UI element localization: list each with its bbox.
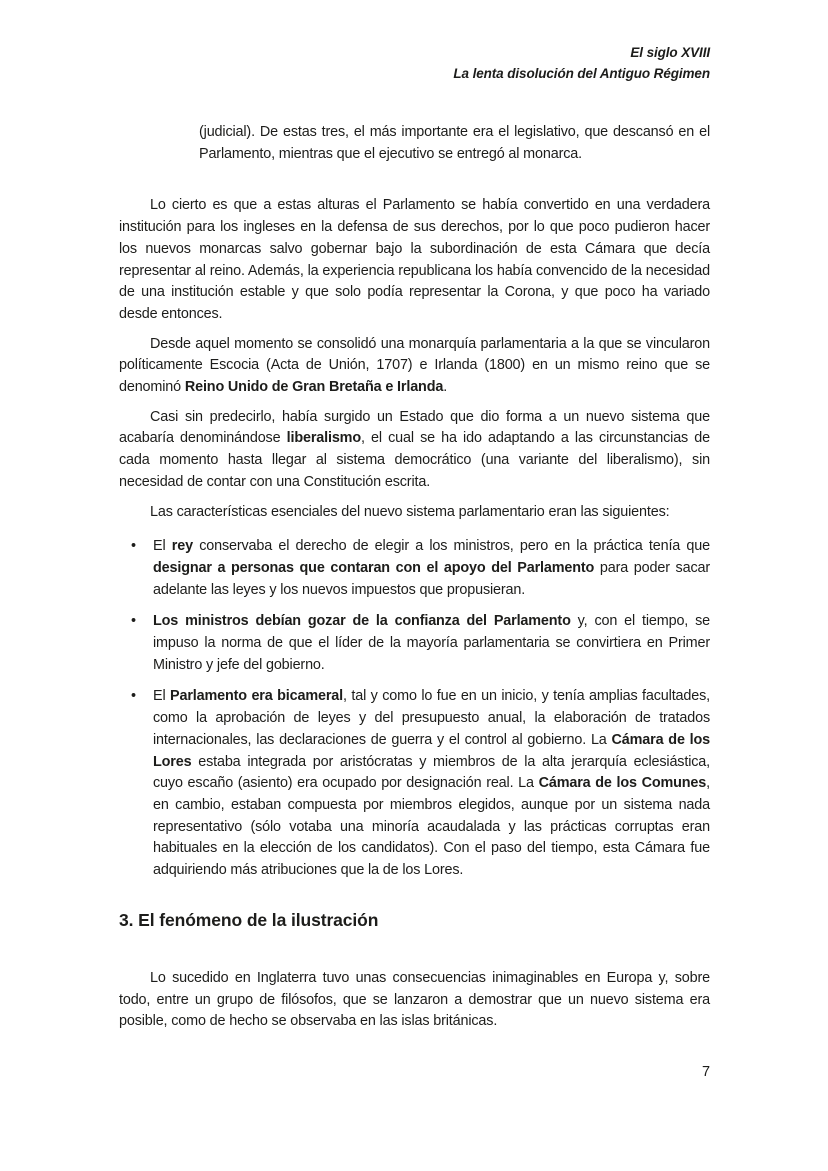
paragraph-lo-cierto: Lo cierto es que a estas alturas el Parlamento se había convertido en una verdadera institución para los ingleses en la defensa de sus derechos, por lo que poco pudieron hacer los nuevos monarcas salvo gobernar bajo la subordinación de esta Cámara que decía representar al reino. Además, la experiencia republicana los había convencido de la necesidad de una institución estable y que solo podía representar la Corona, y que poco ha variado desde entonces.: [119, 197, 710, 322]
bullet-item-ministros: [119, 611, 710, 676]
bullet-item-parlamento-bicameral: [119, 686, 710, 881]
bullet-item-text: El Parlamento era bicameral, tal y como lo fue en un inicio, y tenía amplias facultades, como la aprobación de leyes y del presupuesto anual, la elaboración de tratados internacionales, las declaraciones de guerra y el control al gobierno. La Cámara de los Lores estaba integrada por aristócratas y miembros de la alta jerarquía eclesiástica, cuyo escaño (asiento) era ocupado por designación real. La Cámara de los Comunes, en cambio, estaban compuesta por miembros elegidos, aunque por un sistema nada representativo (sólo votaba una minoría acaudalada y las prácticas corruptas eran habituales en la elección de los candidatos). Con el paso del tiempo, esta Cámara fue adquiriendo más atribuciones que la de los Lores.: [153, 688, 711, 879]
bullet-icon: •: [131, 538, 136, 555]
bullet-icon: •: [131, 688, 136, 705]
paragraph-closing: Lo sucedido en Inglaterra tuvo unas consecuencias inimaginables en Europa y, sobre todo, entre un grupo de filósofos, que se lanzaron a demostrar que un nuevo sistema era posible, como de hecho se observaba en las islas británicas.: [119, 969, 710, 1030]
page-number: 7: [702, 1064, 710, 1080]
bullet-icon: •: [131, 613, 136, 630]
paragraph-casi-sin-predecirlo: Casi sin predecirlo, había surgido un Estado que dio forma a un nuevo sistema que acabaría denominándose liberalismo, el cual se ha ido adaptando a las circunstancias de cada momento hasta llegar al sistema democrático (una variante del liberalismo), sin necesidad de contar con una Constitución escrita.: [119, 408, 710, 490]
paragraph-continuation: (judicial). De estas tres, el más importante era el legislativo, que descansó en el Parlamento, mientras que el ejecutivo se entregó al monarca.: [199, 124, 710, 162]
header-title: El siglo XVIII: [630, 45, 710, 60]
bullet-item-rey: [119, 536, 710, 601]
header-subtitle: La lenta disolución del Antiguo Régimen: [453, 66, 710, 81]
bullet-item-text: El rey conservaba el derecho de elegir a los ministros, pero en la práctica tenía que designar a personas que contaran con el apoyo del Parlamento para poder sacar adelante las leyes y los nuevos impuestos que propusieran.: [153, 538, 710, 598]
bullet-list: [119, 536, 710, 882]
page-header: [119, 42, 710, 84]
section-heading: 3. El fenómeno de la ilustración: [119, 909, 379, 930]
bullet-item-text: Los ministros debían gozar de la confianza del Parlamento y, con el tiempo, se impuso la norma de que el líder de la mayoría parlamentaria se convirtiera en Primer Ministro y jefe del gobierno.: [153, 613, 710, 673]
paragraph-desde-aquel-momento: Desde aquel momento se consolidó una monarquía parlamentaria a la que se vincularon políticamente Escocia (Acta de Unión, 1707) e Irlanda (1800) en un mismo reino que se denominó Reino Unido de Gran Bretaña e Irlanda.: [119, 335, 710, 396]
paragraph-caracteristicas-intro: Las características esenciales del nuevo sistema parlamentario eran las siguientes:: [150, 503, 670, 520]
